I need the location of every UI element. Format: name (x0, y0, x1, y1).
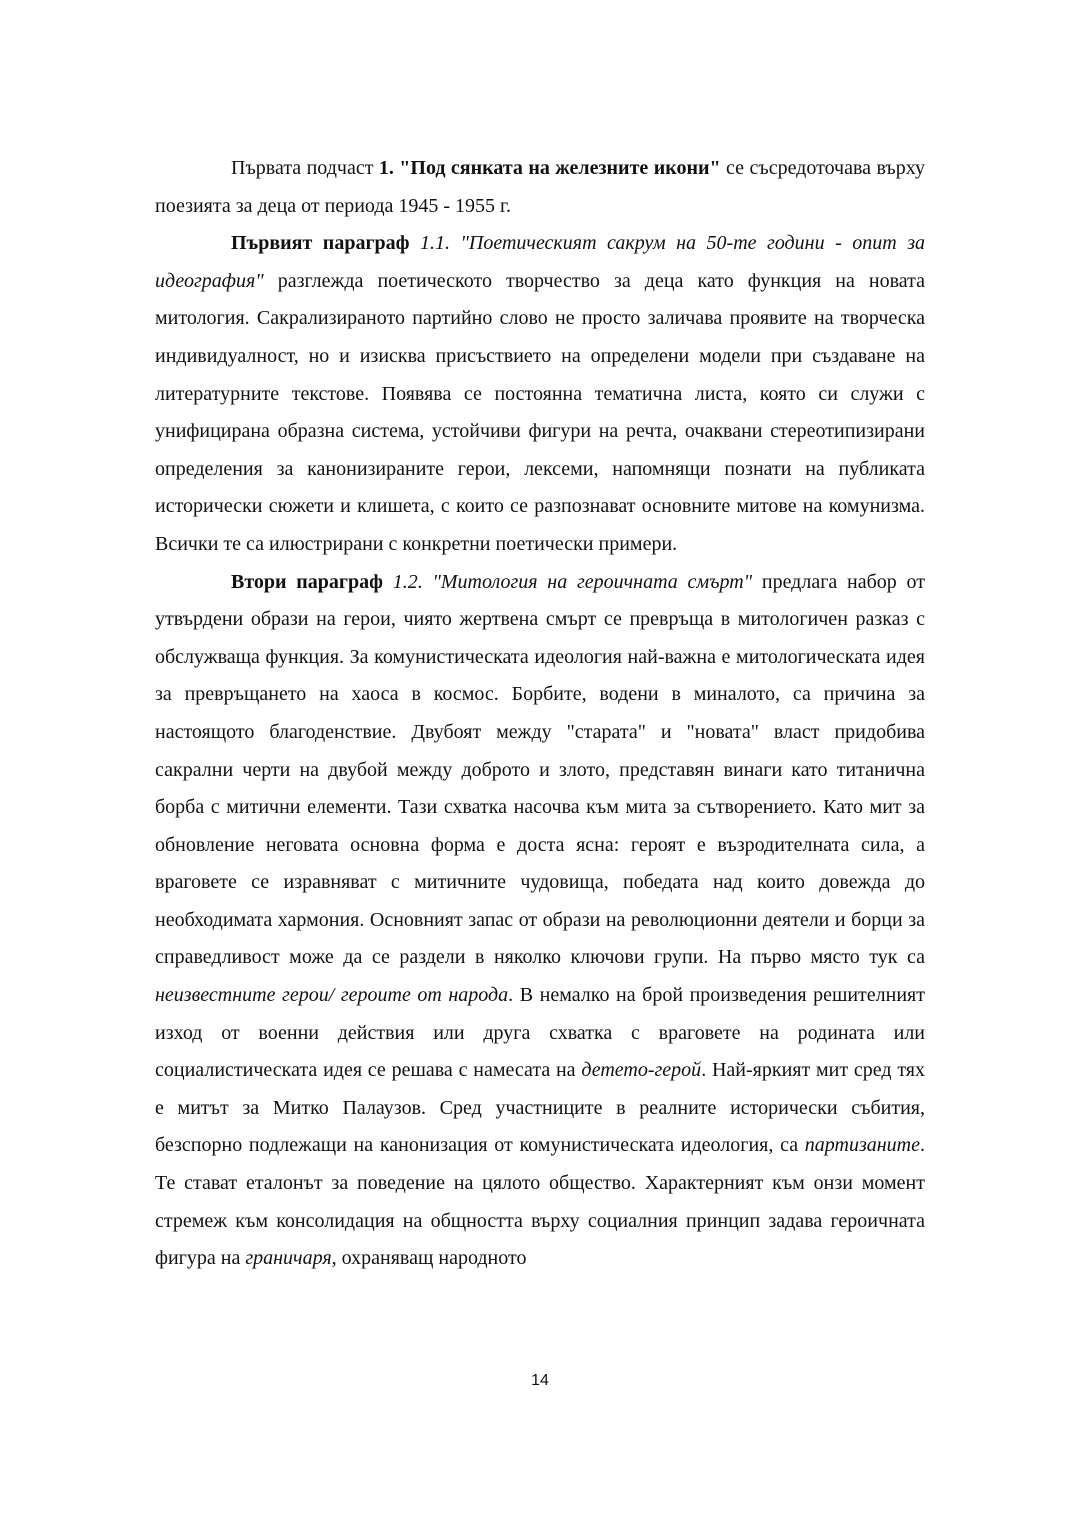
section-label: Първият параграф (231, 232, 410, 255)
subsection-title: 1. "Под сянката на железните икони" (378, 157, 721, 179)
paragraph-first-subsection (155, 150, 925, 225)
section-title: 1.1. "Поетическият сакрум на 50-те години - опит за идеография" (155, 232, 925, 292)
emphasis-term: граничаря (245, 1247, 332, 1270)
document-page-body (155, 150, 925, 1278)
page-number: 14 (531, 1372, 549, 1389)
emphasis-term: неизвестните герои/ героите от народа (155, 984, 509, 1007)
paragraph-text: . Най-яркият мит сред тях е митът за Митко Палаузов. Сред участниците в реалните исторически събития, безспорно подлежащи на канонизация от комунистическата идеология, са (155, 1059, 926, 1157)
paragraph-text: предлага набор от утвърдени образи на герои, чиято жертвена смърт се превръща в митологичен разказ с обслужваща функция. За комунистическата идеология най-важна е митологическата идея за превръщането на хаоса в космос. Борбите, водени в миналото, са причина за настоящото благоденствие. Двубоят между "старата" и "новата" власт придобива сакрални черти на двубой между доброто и злото, представян винаги като титанична борба с митични елементи. Тази схватка насочва към мита за сътворението. Като мит за обновление неговата основна форма е доста ясна: героят е възродителната сила, а враговете се изравняват с митичните чудовища, победата над които довежда до необходимата хармония. Основният запас от образи на революционни деятели и борци за справедливост може да се раздели в няколко ключови групи. На първо място тук са (155, 570, 926, 969)
paragraph-text: , охраняващ народното (331, 1247, 527, 1270)
paragraph-second-section (155, 564, 925, 1278)
paragraph-text: разглежда поетическото творчество за деца като функция на новата митология. Сакрализираното партийно слово не просто заличава проявите на творческа индивидуалност, но и изисква присъствието на определени модели при създаване на литературните текстове. Появява се постоянна тематична листа, която си служи с унифицирана образна система, устойчиви фигури на речта, очаквани стереотипизирани определения за канонизираните герои, лексеми, напомнящи познати на публиката исторически сюжети и клишета, с които се разпознават основните митове на комунизма. Всички те са илюстрирани с конкретни поетически примери. (155, 269, 925, 555)
paragraph-text: се съсредоточава върху поезията за деца от периода 1945 - 1955 г. (155, 157, 925, 217)
paragraph-text: . В немалко на брой произведения решителният изход от военни действия или друга схватка с враговете на родината или социалистическата идея се решава с намесата на (155, 984, 925, 1082)
section-title: 1.2. "Митология на героичната смърт" (392, 570, 753, 593)
emphasis-term: детето-герой (581, 1059, 702, 1082)
paragraph-text: Първата подчаст (231, 157, 379, 179)
paragraph-text (383, 571, 393, 593)
paragraph-text (410, 232, 421, 254)
section-label: Втори параграф (231, 570, 383, 593)
emphasis-term: партизаните (804, 1134, 920, 1157)
paragraph-first-section (155, 225, 925, 563)
paragraph-text: . Те стават еталонът за поведение на цялото общество. Характерният към онзи момент стремеж към консолидация на общността върху социалния принцип задава героичната фигура на (155, 1134, 925, 1270)
